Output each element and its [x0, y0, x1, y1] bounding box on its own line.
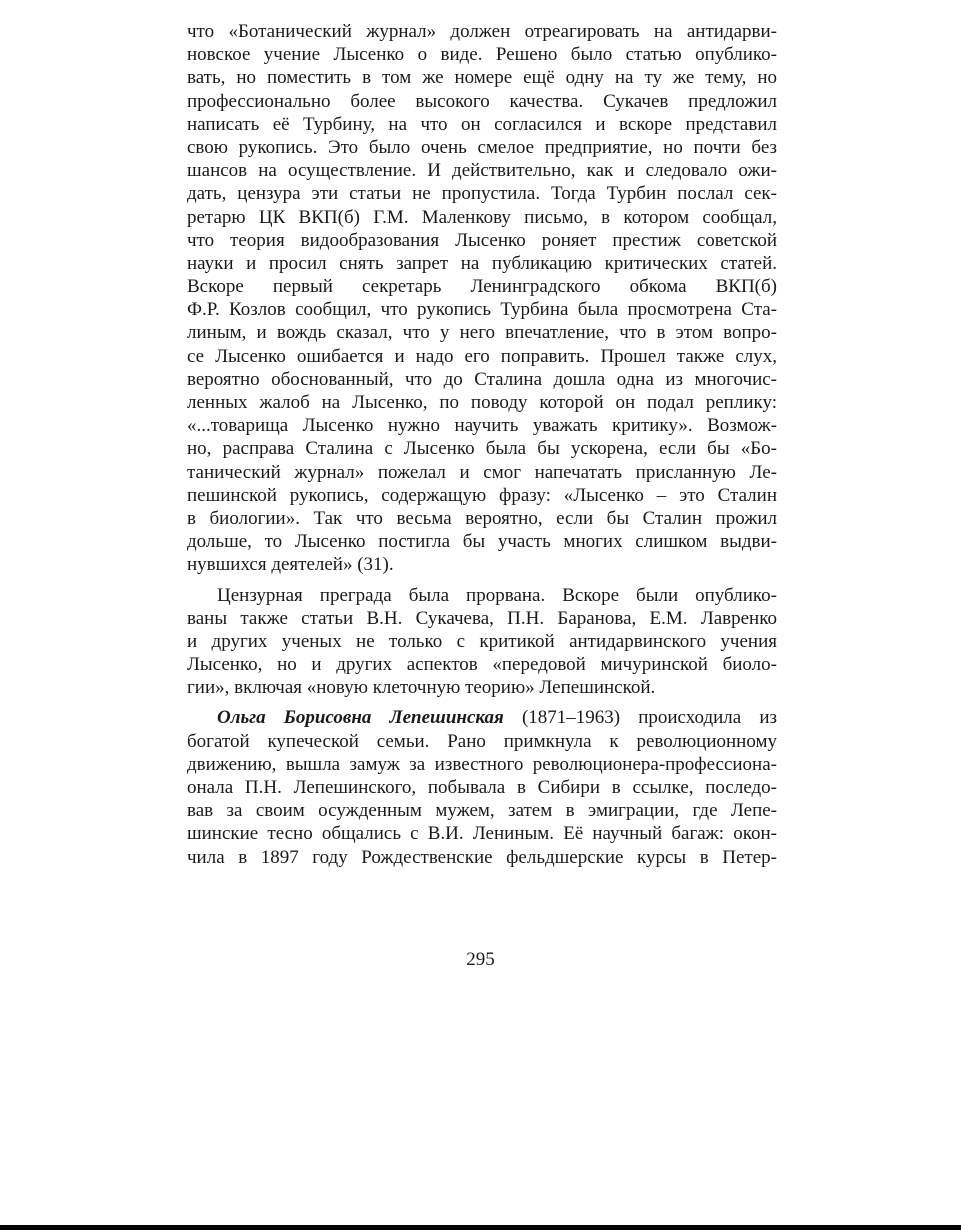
text-line: вать, но поместить в том же номере ещё одну на ту же тему, но [187, 67, 777, 89]
text-line: танический журнал» пожелал и смог напечатать присланную Ле- [187, 461, 777, 483]
text-run: (1871–1963) происходила из [503, 707, 777, 729]
text-line: в биологии». Так что весьма вероятно, если бы Сталин прожил [187, 507, 777, 529]
text-line: ваны также статьи В.Н. Сукачева, П.Н. Баранова, Е.М. Лавренко [187, 607, 777, 629]
text-line: написать её Турбину, на что он согласился и вскоре представил [187, 113, 777, 135]
text-line: «...товарища Лысенко нужно научить уважать критику». Возмож- [187, 415, 777, 437]
text-line: шансов на осуществление. И действительно, как и следовало ожи- [187, 160, 777, 182]
text-line: пешинской рукопись, содержащую фразу: «Лысенко – это Сталин [187, 484, 777, 506]
text-line: Лысенко, но и других аспектов «передовой мичуринской биоло- [187, 654, 777, 676]
text-line: се Лысенко ошибается и надо его поправить. Прошел также слух, [187, 345, 777, 367]
text-line: гии», включая «новую клеточную теорию» Лепешинской. [187, 677, 656, 699]
text-line: нувшихся деятелей» (31). [187, 554, 394, 576]
text-line: шинские тесно общались с В.И. Лениным. Её научный багаж: окон- [187, 823, 777, 845]
paragraph-3 [187, 706, 777, 868]
paragraph-gap [187, 577, 777, 584]
text-line: вав за своим осужденным мужем, затем в эмиграции, где Лепе- [187, 800, 777, 822]
text-line: богатой купеческой семьи. Рано примкнула к революционному [187, 730, 777, 752]
text-line: чила в 1897 году Рождественские фельдшерские курсы в Петер- [187, 846, 777, 868]
person-name-emphasis: Ольга Борисовна Лепешинская [217, 707, 504, 729]
text-line: что теория видообразования Лысенко роняет престиж советской [187, 229, 777, 251]
text-line: дольше, то Лысенко постигла бы участь многих слишком выдви- [187, 531, 777, 553]
text-line: профессионально более высокого качества. Сукачев предложил [187, 90, 777, 112]
scan-edge-bar [0, 1225, 961, 1230]
text-line: онала П.Н. Лепешинского, побывала в Сибири в ссылке, последо- [187, 777, 777, 798]
text-line: ленных жалоб на Лысенко, по поводу которой он подал реплику: [187, 392, 777, 413]
paragraph-gap [187, 699, 777, 706]
text-line: что «Ботанический журнал» должен отреагировать на антидарви- [187, 21, 777, 42]
text-line: свою рукопись. Это было очень смелое предприятие, но почти без [187, 136, 777, 158]
text-line: движению, вышла замуж за известного революционера-профессиона- [187, 753, 777, 775]
page-body [187, 20, 777, 869]
paragraph-1 [187, 20, 777, 577]
text-line: Цензурная преграда была прорвана. Вскоре были опублико- [217, 584, 777, 606]
text-line: и других ученых не только с критикой антидарвинского учения [187, 630, 777, 652]
text-line: ретарю ЦК ВКП(б) Г.М. Маленкову письмо, в котором сообщал, [187, 206, 777, 228]
page-number: 295 [466, 949, 495, 970]
text-line: новское учение Лысенко о виде. Решено было статью опублико- [187, 44, 777, 66]
text-line: но, расправа Сталина с Лысенко была бы ускорена, если бы «Бо- [187, 438, 777, 460]
paragraph-2 [187, 584, 777, 700]
text-line: линым, и вождь сказал, что у него впечатление, что в этом вопро- [187, 322, 777, 344]
text-line: вероятно обоснованный, что до Сталина дошла одна из многочис- [187, 368, 777, 390]
text-line: дать, цензура эти статьи не пропустила. Тогда Турбин послал сек- [187, 183, 777, 205]
text-line [187, 706, 777, 729]
text-line: науки и просил снять запрет на публикацию критических статей. [187, 252, 777, 274]
text-line: Ф.Р. Козлов сообщил, что рукопись Турбина была просмотрена Ста- [187, 299, 777, 321]
text-line: Вскоре первый секретарь Ленинградского обкома ВКП(б) [187, 276, 777, 298]
